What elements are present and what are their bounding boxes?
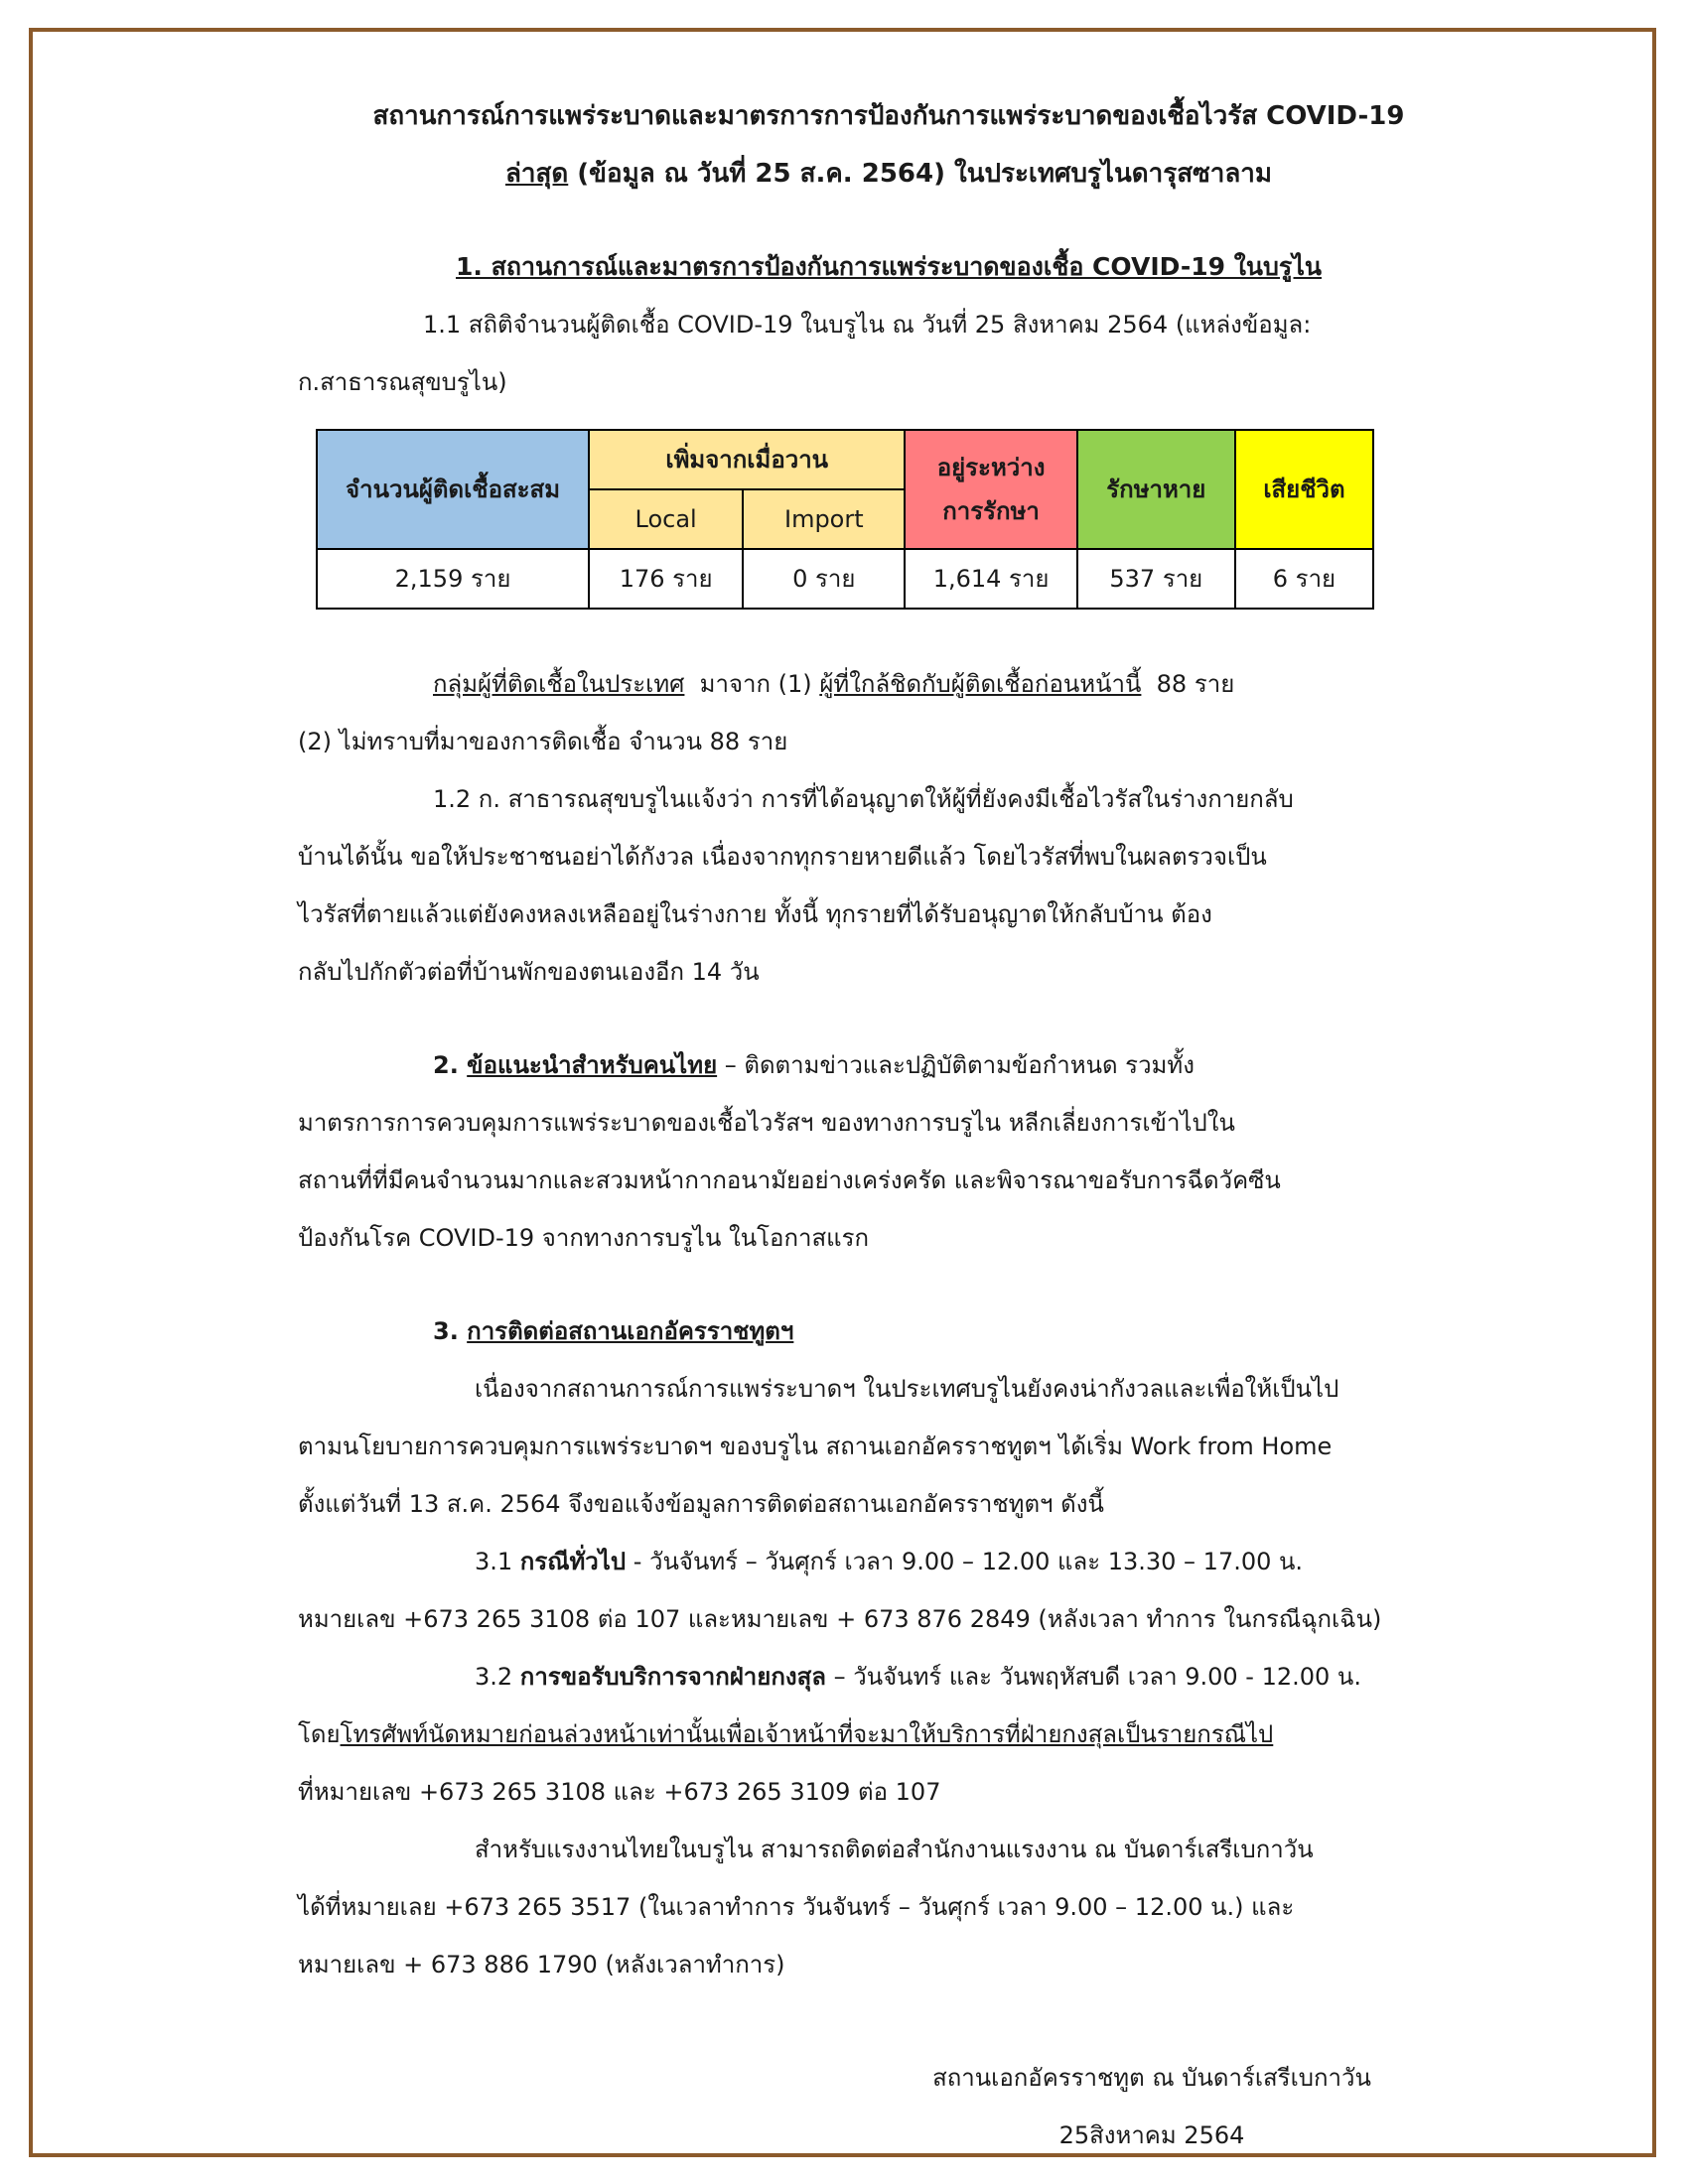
section-3-p1-line-1: เนื่องจากสถานการณ์การแพร่ระบาดฯ ในประเทศบรูไนยังคงน่ากังวลและเพื่อให้เป็นไป [475, 1375, 1339, 1403]
header-recovered: รักษาหาย [1077, 430, 1235, 549]
title-line-2 [298, 145, 1479, 203]
section-3-2-appointment-note: โทรศัพท์นัดหมายก่อนล่วงหน้าเท่านั้นเพื่อเจ้าหน้าที่จะมาให้บริการที่ฝ่ายกงสุลเป็นรายกรณีไป [340, 1720, 1274, 1748]
header-in-treatment-l2: การรักษา [942, 497, 1040, 525]
section-3-p1-line-3: ตั้งแต่วันที่ 13 ส.ค. 2564 จึงขอแจ้งข้อมูลการติดต่อสถานเอกอัครราชทูตฯ ดังนี้ [298, 1490, 1104, 1518]
section-2-line-4: ป้องกันโรค COVID-19 จากทางการบรูไน ในโอกาสแรก [298, 1224, 869, 1252]
value-deaths: 6 ราย [1235, 549, 1373, 609]
section-3-p1-line-2: ตามนโยบายการควบคุมการแพร่ระบาดฯ ของบรูไน สถานเอกอัครราชทูตฯ ได้เริ่ม Work from Home [298, 1433, 1333, 1460]
section-1-1-text: 1.1 สถิติจำนวนผู้ติดเชื้อ COVID-19 ในบรูไน ณ วันที่ 25 สิงหาคม 2564 (แหล่งข้อมูล: [423, 311, 1312, 339]
local-group-close-contacts: ผู้ที่ใกล้ชิดกับผู้ติดเชื้อก่อนหน้านี้ [819, 670, 1142, 698]
value-in-treatment: 1,614 ราย [905, 549, 1076, 609]
header-increase: เพิ่มจากเมื่อวาน [589, 430, 905, 489]
header-import: Import [743, 489, 905, 549]
value-local: 176 ราย [589, 549, 743, 609]
section-3-1-line-1 [298, 1533, 1479, 1590]
section-3-heading: การติดต่อสถานเอกอัครราชทูตฯ [467, 1317, 794, 1345]
local-group-line [298, 655, 1479, 713]
title-latest: ล่าสุด [504, 159, 569, 189]
section-3-1-label: กรณีทั่วไป [519, 1548, 627, 1575]
section-1-heading: 1. สถานการณ์และมาตรการป้องกันการแพร่ระบาดของเชื้อ COVID-19 ในบรูไน [456, 252, 1322, 281]
title-line-1: สถานการณ์การแพร่ระบาดและมาตรการการป้องกันการแพร่ระบาดของเชื้อไวรัส COVID-19 [372, 101, 1405, 131]
section-1-2-line-1: 1.2 ก. สาธารณสุขบรูไนแจ้งว่า การที่ได้อนุญาตให้ผู้ที่ยังคงมีเชื้อไวรัสในร่างกายกลับ [433, 785, 1294, 813]
value-total: 2,159 ราย [317, 549, 589, 609]
covid-stats-table [316, 429, 1374, 610]
header-total: จำนวนผู้ติดเชื้อสะสม [317, 430, 589, 549]
labour-office-line-3: หมายเลข + 673 886 1790 (หลังเวลาทำการ) [298, 1951, 785, 1979]
section-3-1-line-2: หมายเลข +673 265 3108 ต่อ 107 และหมายเลข + 673 876 2849 (หลังเวลา ทำการ ในกรณีฉุกเฉิน) [298, 1605, 1382, 1633]
section-1-1-source: ก.สาธารณสุขบรูไน) [298, 368, 507, 396]
section-2-line-3: สถานที่ที่มีคนจำนวนมากและสวมหน้ากากอนามัยอย่างเคร่งครัด และพิจารณาขอรับการฉีดวัคซีน [298, 1166, 1281, 1194]
section-3-1-hours: - วันจันทร์ – วันศุกร์ เวลา 9.00 – 12.00 และ 13.30 – 17.00 น. [626, 1548, 1304, 1575]
signature-date: 25สิงหาคม 2564 [1058, 2121, 1245, 2149]
local-group-unknown: (2) ไม่ทราบที่มาของการติดเชื้อ จำนวน 88 ราย [298, 728, 788, 755]
section-3-2-line-3: ที่หมายเลข +673 265 3108 และ +673 265 3109 ต่อ 107 [298, 1778, 941, 1806]
local-group-close-count: 88 ราย [1141, 670, 1235, 698]
header-in-treatment [905, 430, 1076, 549]
document-body [298, 87, 1479, 2164]
section-2-heading: ข้อแนะนำสำหรับคนไทย [467, 1051, 718, 1079]
local-group-from: มาจาก (1) [684, 670, 820, 698]
section-3-2-label: การขอรับบริการจากฝ่ายกงสุล [519, 1663, 826, 1691]
local-group-label: กลุ่มผู้ที่ติดเชื้อในประเทศ [433, 670, 685, 698]
signature-org: สถานเอกอัครราชทูต ณ บันดาร์เสรีเบกาวัน [932, 2064, 1371, 2092]
section-2-number: 2. [433, 1051, 468, 1079]
section-2-line-2: มาตรการการควบคุมการแพร่ระบาดของเชื้อไวรัสฯ ของทางการบรูไน หลีกเลี่ยงการเข้าไปใน [298, 1109, 1235, 1137]
section-3-heading-line [298, 1302, 1479, 1360]
section-1-2-line-3: ไวรัสที่ตายแล้วแต่ยังคงหลงเหลืออยู่ในร่างกาย ทั้งนี้ ทุกรายที่ได้รับอนุญาตให้กลับบ้าน ต้อง [298, 900, 1212, 928]
section-1-2-line-4: กลับไปกักตัวต่อที่บ้านพักของตนเองอีก 14 วัน [298, 958, 760, 986]
section-3-1-number: 3.1 [475, 1548, 520, 1575]
header-deaths: เสียชีวิต [1235, 430, 1373, 549]
section-3-2-line-2 [298, 1706, 1479, 1763]
section-2-line-1 [298, 1036, 1479, 1094]
header-local: Local [589, 489, 743, 549]
section-1-2-line-2: บ้านได้นั้น ขอให้ประชาชนอย่าได้กังวล เนื่องจากทุกรายหายดีแล้ว โดยไวรัสที่พบในผลตรวจเป็น [298, 843, 1267, 871]
section-3-2-hours: – วันจันทร์ และ วันพฤหัสบดี เวลา 9.00 - 12.00 น. [825, 1663, 1361, 1691]
header-in-treatment-l1: อยู่ระหว่าง [936, 454, 1046, 481]
value-recovered: 537 ราย [1077, 549, 1235, 609]
title-line-2-rest: (ข้อมูล ณ วันที่ 25 ส.ค. 2564) ในประเทศบรูไนดารุสซาลาม [568, 159, 1273, 189]
value-import: 0 ราย [743, 549, 905, 609]
section-3-2-number: 3.2 [475, 1663, 520, 1691]
labour-office-line-2: ได้ที่หมายเลย +673 265 3517 (ในเวลาทำการ วันจันทร์ – วันศุกร์ เวลา 9.00 – 12.00 น.) และ [298, 1893, 1295, 1921]
section-3-2-prefix: โดย [298, 1720, 341, 1748]
section-3-2-line-1 [298, 1648, 1479, 1706]
section-3-number: 3. [433, 1317, 468, 1345]
section-2-line-1-rest: – ติดตามข่าวและปฏิบัติตามข้อกำหนด รวมทั้ง [717, 1051, 1195, 1079]
labour-office-line-1: สำหรับแรงงานไทยในบรูไน สามารถติดต่อสำนักงานแรงงาน ณ บันดาร์เสรีเบกาวัน [475, 1836, 1314, 1863]
